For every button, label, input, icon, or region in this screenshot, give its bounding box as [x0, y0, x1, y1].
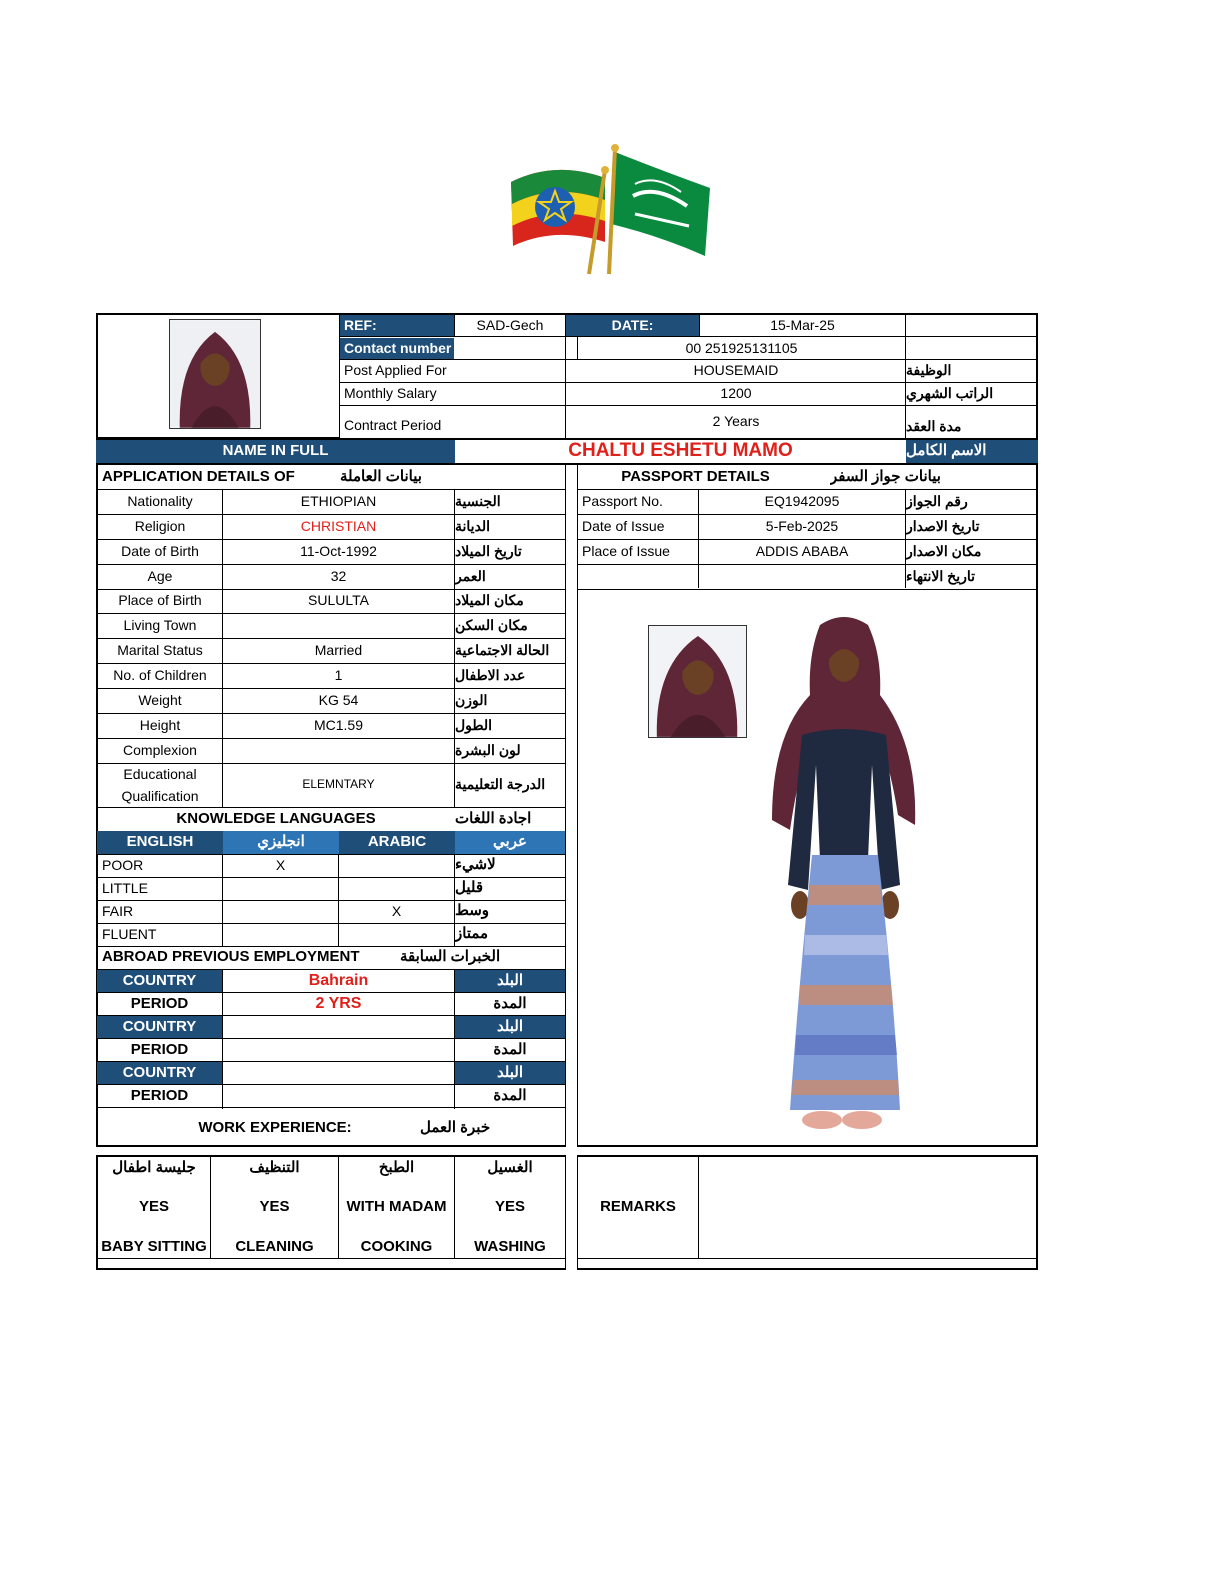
- lang-level: POOR: [102, 856, 144, 873]
- name-label: NAME IN FULL: [96, 439, 455, 463]
- salary-label: Monthly Salary: [344, 385, 437, 402]
- lang-english-mark: [223, 900, 338, 923]
- app-row-label-ar: الوزن: [455, 692, 488, 709]
- ref-value: SAD-Gech: [476, 316, 544, 333]
- country-value: Bahrain: [308, 972, 369, 990]
- remarks-value: [699, 1157, 1035, 1257]
- app-row-label-ar: العمر: [455, 568, 486, 585]
- ref-label: REF:: [340, 315, 454, 336]
- salary-label-ar: الراتب الشهري: [906, 385, 994, 402]
- app-row-label: Living Town: [123, 617, 197, 634]
- country-label-ar: البلد: [455, 1016, 565, 1038]
- passport-row-value: 5-Feb-2025: [765, 518, 839, 535]
- lang-level: FLUENT: [102, 925, 157, 942]
- salary-value: 1200: [720, 385, 752, 402]
- passport-row-value: EQ1942095: [764, 493, 840, 510]
- lang-level-ar: قليل: [455, 879, 484, 897]
- app-row-label: Height: [139, 717, 181, 734]
- skill-label-ar: جليسة اطفال: [112, 1158, 196, 1176]
- date-value: 15-Mar-25: [770, 316, 835, 333]
- skill-label: COOKING: [360, 1237, 433, 1255]
- passport-row-label: Passport No.: [582, 493, 663, 510]
- country-value: [223, 1062, 454, 1084]
- passport-row-value: ADDIS ABABA: [755, 543, 849, 560]
- crossed-flags-emblem: [505, 140, 715, 280]
- lang-arabic-mark: [339, 923, 454, 946]
- passport-row-label-ar: مكان الاصدار: [906, 543, 982, 560]
- saudi-flag-icon: [611, 152, 710, 256]
- full-body-photo: [760, 615, 930, 1137]
- app-row-label-ar: مكان السكن: [455, 617, 528, 634]
- period-value: [223, 1039, 454, 1061]
- lang-english-mark: [223, 923, 338, 946]
- date-label: DATE:: [566, 315, 699, 336]
- lang-level-ar: وسط: [455, 902, 490, 920]
- app-row-label: Nationality: [127, 493, 193, 510]
- lang-arabic-mark: X: [391, 902, 402, 919]
- contact-value: 00 251925131105: [685, 339, 798, 356]
- post-label-ar: الوظيفة: [906, 362, 952, 379]
- period-value: 2 YRS: [315, 995, 362, 1013]
- contract-label-ar: مدة العقد: [906, 418, 962, 435]
- passport-row-value: [699, 565, 905, 589]
- work-experience-label: WORK EXPERIENCE:: [198, 1118, 352, 1136]
- employment-title-ar: الخبرات السابقة: [400, 948, 501, 966]
- skill-value: YES: [494, 1197, 525, 1215]
- app-row-label-ar: الجنسية: [455, 493, 501, 510]
- passport-row-label-ar: تاريخ الاصدار: [906, 518, 980, 535]
- app-row-value: CHRISTIAN: [300, 518, 377, 535]
- skill-label: CLEANING: [235, 1237, 314, 1255]
- lang-arabic-mark: [339, 877, 454, 900]
- app-row-value: 1: [334, 667, 343, 684]
- name-value: CHALTU ESHETU MAMO: [568, 439, 793, 461]
- app-row-label-ar: الحالة الاجتماعية: [455, 642, 550, 659]
- passport-row-label-ar: رقم الجواز: [906, 493, 968, 510]
- english-header-ar: انجليزي: [223, 831, 339, 854]
- country-label: COUNTRY: [97, 1062, 222, 1084]
- app-row-label: Age: [147, 568, 173, 585]
- app-row-label-ar: لون البشرة: [455, 742, 521, 759]
- app-row-value: Married: [314, 642, 363, 659]
- skill-label: BABY SITTING: [101, 1237, 207, 1255]
- skill-value: YES: [259, 1197, 290, 1215]
- app-row-label: Religion: [134, 518, 186, 535]
- lang-level: LITTLE: [102, 879, 148, 896]
- lang-arabic-mark: [339, 854, 454, 877]
- app-row-value: KG 54: [318, 692, 359, 709]
- app-row-label-ar: مكان الميلاد: [455, 592, 524, 609]
- edu-label-line-1: Educational: [123, 766, 197, 782]
- app-row-value: [223, 739, 454, 763]
- period-label-ar: المدة: [493, 1040, 527, 1058]
- country-label-ar: البلد: [455, 970, 565, 992]
- skill-label-ar: التنظيف: [249, 1158, 300, 1176]
- english-header: ENGLISH: [97, 831, 223, 854]
- ethiopia-flag-icon: [511, 170, 605, 246]
- post-value: HOUSEMAID: [693, 362, 779, 379]
- app-row-label-ar: الديانة: [455, 518, 491, 535]
- passport-row-label: Date of Issue: [582, 518, 665, 535]
- period-label: PERIOD: [130, 994, 189, 1012]
- name-label-ar: الاسم الكامل: [906, 439, 1038, 463]
- lang-level-ar: لاشيء: [455, 856, 496, 874]
- post-label: Post Applied For: [344, 362, 447, 379]
- app-row-label-ar: عدد الاطفال: [455, 667, 526, 684]
- app-row-value: 32: [330, 568, 347, 585]
- portrait-photo: [169, 319, 261, 429]
- passport-row-label: Place of Issue: [582, 543, 670, 560]
- skill-value: WITH MADAM: [346, 1197, 447, 1215]
- app-row-value: ETHIOPIAN: [300, 493, 377, 510]
- arabic-header-ar: عربي: [455, 831, 565, 854]
- app-row-value: MC1.59: [313, 717, 364, 734]
- app-row-label: Complexion: [123, 742, 197, 759]
- country-value: [223, 1016, 454, 1038]
- period-label: PERIOD: [130, 1086, 189, 1104]
- app-row-label: Place of Birth: [118, 592, 202, 609]
- skill-label-ar: الطبخ: [378, 1158, 415, 1176]
- passport-title-ar: بيانات جواز السفر: [830, 467, 941, 485]
- contract-value: 2 Years: [712, 413, 760, 430]
- work-experience-label-ar: خبرة العمل: [420, 1118, 491, 1136]
- contract-label: Contract Period: [344, 417, 442, 434]
- edu-label-line-2: Qualification: [121, 788, 199, 804]
- country-label: COUNTRY: [97, 970, 222, 992]
- app-row-value: 11-Oct-1992: [300, 543, 377, 560]
- period-value: [223, 1085, 454, 1107]
- passport-row-label-ar: تاريخ الانتهاء: [906, 568, 976, 585]
- country-label-ar: البلد: [455, 1062, 565, 1084]
- edu-label-ar: الدرجة التعليمية: [455, 776, 546, 793]
- lang-english-mark: X: [275, 856, 286, 873]
- languages-title: KNOWLEDGE LANGUAGES: [176, 810, 376, 828]
- languages-title-ar: اجادة اللغات: [455, 810, 532, 828]
- app-row-label-ar: الطول: [455, 717, 493, 734]
- lang-level-ar: ممتاز: [455, 925, 489, 943]
- lang-english-mark: [223, 877, 338, 900]
- remarks-label: REMARKS: [600, 1197, 676, 1215]
- app-row-label: Marital Status: [117, 642, 203, 659]
- employment-title: ABROAD PREVIOUS EMPLOYMENT: [102, 948, 360, 966]
- passport-row-label: [578, 565, 698, 589]
- edu-label: [98, 764, 222, 806]
- skill-label-ar: الغسيل: [487, 1158, 533, 1176]
- period-label: PERIOD: [130, 1040, 189, 1058]
- app-row-label: Date of Birth: [121, 543, 199, 560]
- app-row-value: [223, 614, 454, 638]
- passport-title: PASSPORT DETAILS: [621, 467, 770, 485]
- app-row-label: Weight: [138, 692, 182, 709]
- application-title: APPLICATION DETAILS OF: [102, 467, 295, 485]
- period-label-ar: المدة: [493, 994, 527, 1012]
- contact-label: Contact number: [340, 338, 454, 359]
- application-title-ar: بيانات العاملة: [340, 467, 422, 485]
- app-row-value: SULULTA: [308, 592, 369, 609]
- period-label-ar: المدة: [493, 1086, 527, 1104]
- skill-label: WASHING: [474, 1237, 546, 1255]
- skill-value: YES: [138, 1197, 169, 1215]
- country-label: COUNTRY: [97, 1016, 222, 1038]
- arabic-header: ARABIC: [339, 831, 455, 854]
- app-row-label: No. of Children: [113, 667, 207, 684]
- edu-value: ELEMNTARY: [302, 777, 375, 792]
- app-row-label-ar: تاريخ الميلاد: [455, 543, 522, 560]
- lang-level: FAIR: [102, 902, 134, 919]
- passport-photo: [648, 625, 747, 738]
